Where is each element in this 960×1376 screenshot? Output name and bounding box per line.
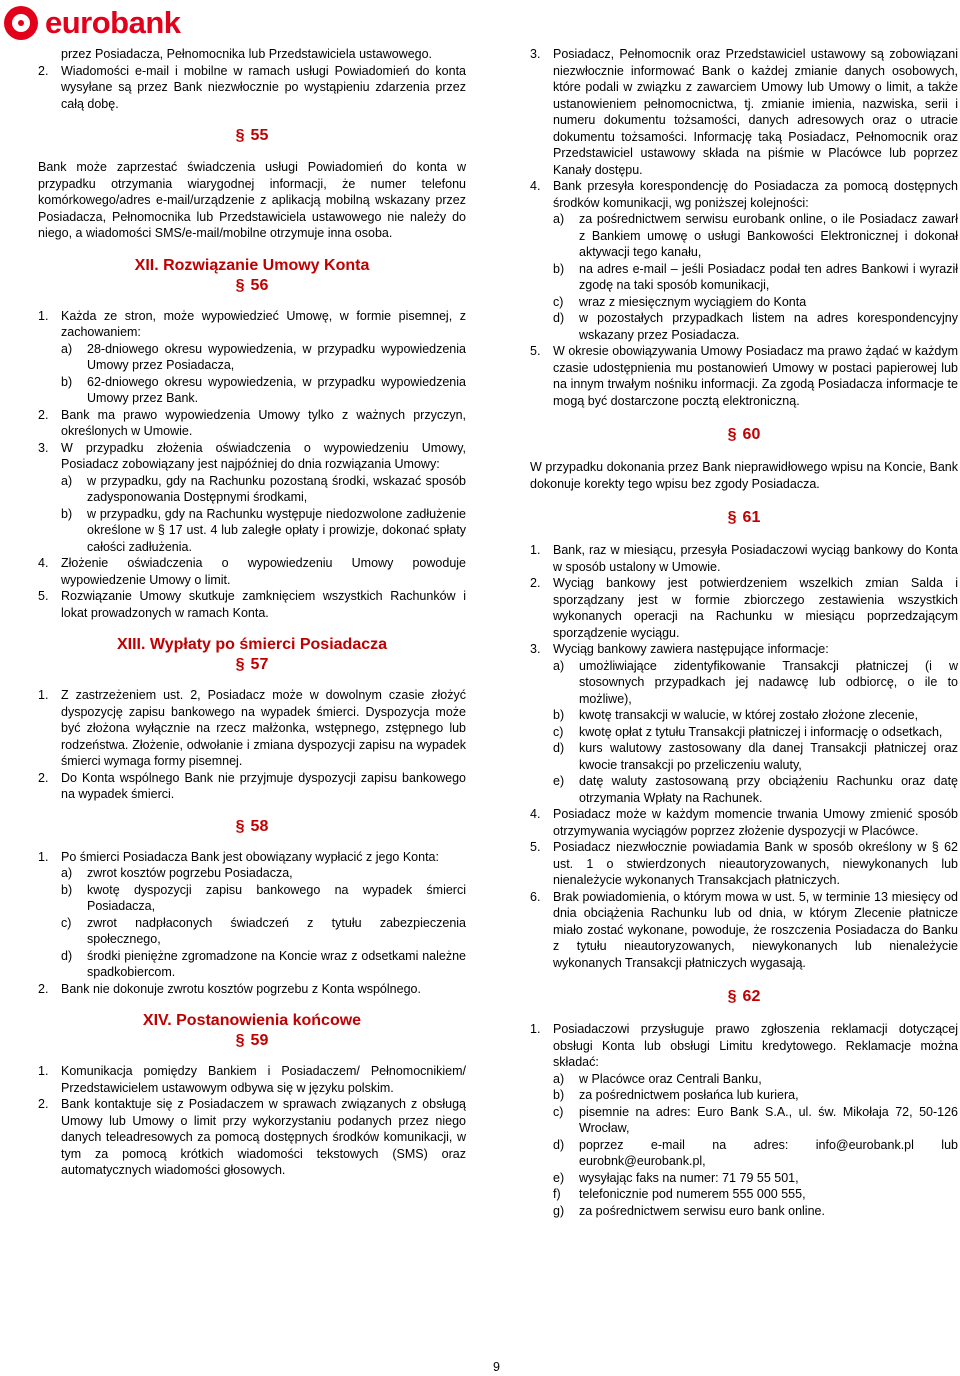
item-number: 1. [38,849,49,864]
item-text: kwotę transakcji w walucie, w której zostało złożone zlecenie, [579,708,919,722]
section-62-list [530,1021,958,1219]
item-text: Posiadacz może w każdym momencie trwania Umowy zmienić sposób otrzymywania wyciągów poprzez złożenie dyspozycji w Placówce. [553,807,958,838]
section-58: § 58 [235,817,269,835]
list-item [530,343,958,409]
item-number: b) [61,882,73,897]
sub-list-item [61,948,466,981]
eurobank-logo [4,4,181,42]
item-number: 1. [530,1022,541,1036]
item-text: pisemnie na adres: Euro Bank S.A., ul. św. Mikołaja 72, 50-126 Wrocław, [579,1104,958,1135]
sub-list-item [553,1203,958,1220]
list-item [38,981,466,998]
item-text: Po śmierci Posiadacza Bank jest obowiązany wypłacić z jego Konta: [61,849,439,864]
item-text: W przypadku złożenia oświadczenia o wypowiedzeniu Umowy, Posiadacz zobowiązany jest najpóźniej do dnia rozwiązania Umowy: [61,440,466,471]
item-text: 62-dniowego okresu wypowiedzenia, w przypadku wypowiedzenia Umowy przez Bank. [87,374,466,405]
item-number: 4. [530,179,541,193]
item-text: Każda ze stron, może wypowiedzieć Umowę, w formie pisemnej, z zachowaniem: [61,308,466,339]
item-text: za pośrednictwem serwisu euro bank online. [579,1203,825,1218]
list-item [38,1063,466,1096]
section-55-text: Bank może zaprzestać świadczenia usługi Powiadomień do konta w przypadku otrzymania wiarygodnej informacji, że numer telefonu komórkowego/adres e-mail/urządzenie z aplikacją mobilną wskazany przez Posiadacza, Pełnomocnika lub Przedstawiciela ustawowego nie należy do niego, a wiadomości SMS/e-mail/mobilne otrzymuje inna osoba. [38,160,466,240]
list-item [38,770,466,803]
section-59: § 59 [235,1032,269,1049]
item-text: Złożenie oświadczenia o wypowiedzeniu Umowy powoduje wypowiedzenie Umowy o limit. [61,556,466,587]
sub-list-item [61,374,466,407]
item-text: w przypadku, gdy na Rachunku występuje niedozwolone zadłużenie określone w § 17 ust. 4 lub zaległe opłaty i prowizje, dokonać spłaty całości zadłużenia. [87,506,466,554]
sub-list-item [553,707,958,724]
item-text: kwotę opłat z tytułu Transakcji płatniczej i informację o odsetkach, [579,724,943,739]
item-number: 2. [38,981,49,996]
item-number: 2. [38,1097,49,1111]
sub-list-item [553,658,958,708]
section-56-list [38,308,466,622]
item-text: kwotę dyspozycji zapisu bankowego na wypadek śmierci Posiadacza, [87,882,466,913]
item-number: d) [553,741,565,755]
item-text: na adres e-mail – jeśli Posiadacz podał ten adres Bankowi i wyraził zgodę na taki sposób komunikacji, [579,261,958,292]
sub-list-item [553,740,958,773]
section-58-list [38,849,466,998]
item-text: datę waluty zastosowaną przy obciążeniu Rachunku oraz datę otrzymania Wpłaty na Rachunek. [579,774,958,805]
item-number: c) [61,915,72,930]
item-number: d) [553,1137,565,1152]
right-top-list [530,46,958,409]
chapter-xiv-heading: XIV. Postanowienia końcowe [142,1012,362,1029]
section-60-text: W przypadku dokonania przez Bank nieprawidłowego wpisu na Koncie, Bank dokonuje korekty tego wpisu bez zgody Posiadacza. [530,460,958,491]
item-text: Posiadacz niezwłocznie powiadamia Bank w sposób określony w § 62 ust. 1 o stwierdzonych nieautoryzowanych, niewykonanych lub nienależycie wykonanych Transakcjach płatniczych. [553,840,958,887]
page-number: 9 [493,1360,500,1374]
sub-list-item [61,865,466,882]
sub-list-item [553,211,958,261]
item-number: 5. [38,589,49,603]
item-number: 2. [38,407,49,422]
item-text: umożliwiające zidentyfikowanie Transakcji płatniczej (i w stosownych przypadkach jej nadawcę lub odbiorcę, o ile to możliwe), [579,658,958,706]
item-number: 3. [530,47,541,61]
list-item [530,641,958,658]
sub-list-item [553,294,958,311]
sub-list-item [553,1170,958,1187]
list-item: 2. Wiadomości e-mail i mobilne w ramach usługi Powiadomień do konta wysyłane są przez Bank niezwłocznie po wystąpieniu zdarzenia przez całą dobę. [38,63,466,111]
item-number: e) [553,774,565,788]
sub-list-item [553,724,958,741]
list-item [38,687,466,770]
item-text: w pozostałych przypadkach listem na adres korespondencyjny wskazany przez Posiadacza. [579,311,958,342]
item-text: 28-dniowego okresu wypowiedzenia, w przypadku wypowiedzenia Umowy przez Posiadacza, [87,341,466,372]
item-number: 5. [530,840,541,854]
item-number: 1. [530,543,541,557]
list-item [530,839,958,889]
item-text: Bank ma prawo wypowiedzenia Umowy tylko z ważnych przyczyn, określonych w Umowie. [61,407,466,438]
item-number: 1. [38,688,49,702]
item-number: a) [61,866,73,880]
item-number: 3. [530,642,541,656]
item-text: wraz z miesięcznym wyciągiem do Konta [579,294,807,309]
section-59-list [38,1063,466,1179]
item-number: c) [553,1104,564,1119]
brand-name: eurobank [45,4,181,40]
item-number: e) [553,1170,565,1185]
item-number: 3. [38,440,49,455]
sub-list-item [553,1087,958,1104]
item-text: Do Konta wspólnego Bank nie przyjmuje dyspozycji zapisu bankowego na wypadek śmierci. [61,770,466,801]
sub-list-item [553,1071,958,1088]
item-number: b) [61,374,73,389]
item-number: 4. [530,807,541,821]
list-item [530,46,958,178]
item-number: d) [553,311,565,325]
item-text: Bank przesyła korespondencję do Posiadacza za pomocą dostępnych środków komunikacji, wg poniższej kolejności: [553,179,958,210]
item-number: b) [553,1088,565,1102]
sub-list-item [553,1186,958,1203]
item-text: w przypadku, gdy na Rachunku pozostaną środki, wskazać sposób zadysponowania Dostępnymi środkami, [87,473,466,504]
item-text: w Placówce oraz Centrali Banku, [579,1071,762,1086]
item-text: zwrot nadpłaconych świadczeń z tytułu zabezpieczenia społecznego, [87,915,466,946]
item-text: Rozwiązanie Umowy skutkuje zamknięciem wszystkich Rachunków i lokat prowadzonych w ramach Konta. [61,589,466,620]
sub-list-item [61,341,466,374]
item-text: poprzez e-mail na adres: info@eurobank.pl lub eurobnk@eurobank.pl, [579,1137,958,1168]
item-number: c) [553,724,564,739]
item-number: a) [553,1071,565,1086]
item-text: Komunikacja pomiędzy Bankiem i Posiadaczem/ Pełnomocnikiem/ Przedstawicielem ustawowym odbywa się w języku polskim. [61,1064,466,1095]
sub-list-item [61,882,466,915]
section-62: § 62 [727,988,761,1005]
sub-list-item [61,915,466,948]
item-number: b) [61,506,73,521]
item-text: za pośrednictwem posłańca lub kuriera, [579,1088,799,1102]
item-number: c) [553,294,564,309]
chapter-xiii-heading: XIII. Wypłaty po śmierci Posiadacza [116,636,388,653]
section-57-list [38,687,466,803]
item-text: kurs walutowy zastosowany dla danej Transakcji płatniczej oraz kwocie transakcji po przeliczeniu waluty, [579,741,958,772]
list-item [530,178,958,211]
list-item [530,806,958,839]
section-56: § 56 [235,276,269,294]
item-number: a) [553,658,565,673]
sub-list-item [553,1137,958,1170]
list-item [38,308,466,341]
item-number: f) [553,1187,561,1201]
item-text: Wyciąg bankowy jest potwierdzeniem wszelkich zmian Salda i sporządzany jest w formie zbiorczego zestawienia wszystkich wykonanych operacji na Rachunku w miesiącu poprzedzającym sporządzenie wyciągu. [553,576,958,640]
item-text: za pośrednictwem serwisu eurobank online, o ile Posiadacz zawarł z Bankiem umowę o usługi Bankowości Elektronicznej i dokonał aktywacji tego kanału, [579,212,958,259]
left-column [38,46,466,1179]
sub-list-item [553,261,958,294]
item-number: a) [553,212,565,226]
item-text: zwrot kosztów pogrzebu Posiadacza, [87,866,293,880]
item-number: 6. [530,889,541,904]
list-item [38,407,466,440]
sub-list-item [61,506,466,556]
item-text: Bank nie dokonuje zwrotu kosztów pogrzebu z Konta wspólnego. [61,981,421,996]
item-number: b) [553,708,565,722]
item-text: telefonicznie pod numerem 555 000 555, [579,1187,806,1201]
item-number: d) [61,948,73,963]
section-57: § 57 [235,656,269,673]
item-number: a) [61,341,73,356]
list-item [530,542,958,575]
item-number: 1. [38,308,49,323]
list-item [38,440,466,473]
item-text: wysyłając faks na numer: 71 79 55 501, [579,1170,799,1185]
list-item [38,555,466,588]
section-60: § 60 [727,426,761,443]
item-number: a) [61,473,73,488]
item-text: Brak powiadomienia, o którym mowa w ust. 5, w terminie 13 miesięcy od dnia obciążenia Rachunku lub od dnia, w którym Zlecenie płatnicze miało zostać wykonane, powoduje, że roszczenia Posiadacza do Banku z tytułu nieautoryzowanych, niewykonanych lub nienależycie wykonanych Transakcji płatniczych wygasają. [553,889,958,970]
item-text: Z zastrzeżeniem ust. 2, Posiadacz może w dowolnym czasie złożyć dyspozycję zapisu bankowego na wypadek śmierci. Dyspozycja może być złożona wyłącznie na rzecz małżonka, wstępnego, zstępnego lub rodzeństwa. Złożenie, odwołanie i zmiana dyspozycji zapisu na wypadek śmierci wymaga formy pisemnej. [61,688,466,768]
item-text: W okresie obowiązywania Umowy Posiadacz ma prawo żądać w każdym czasie udostępnienia mu postanowień Umowy w postaci papierowej lub na innym trwałym nośniku informacji. Za zgodą Posiadacza informacje te mogą być dostarczone pocztą elektroniczną. [553,344,958,408]
item-number: 2. [530,576,541,590]
item-text: Posiadaczowi przysługuje prawo zgłoszenia reklamacji dotyczącej obsługi Konta lub obsługi Limitu kredytowego. Reklamacje można składać: [553,1022,958,1069]
item-number: 5. [530,344,541,358]
right-column [530,46,958,1219]
item-number: b) [553,261,565,276]
item-text: Posiadacz, Pełnomocnik oraz Przedstawiciel ustawowy są zobowiązani niezwłocznie informować Bank o każdej zmianie danych osobowych, które podali w związku z zawarciem Umowy lub Umowy o limit, a także ustanowieniem pełnomocnictwa, tj. zmianie imienia, nazwiska, serii i numeru dokumentu tożsamości, danych adresowych oraz o utracie dokumentu tożsamości. Informację taką Posiadacz, Pełnomocnik oraz Przedstawiciel ustawowy składa na piśmie w Placówce lub poprzez Kanały dostępu. [553,47,958,177]
section-61: § 61 [727,509,761,526]
list-item [38,588,466,621]
item-number: g) [553,1203,565,1218]
item-number: 4. [38,556,49,570]
item-text: środki pieniężne zgromadzone na Koncie wraz z odsetkami należne spadkobiercom. [87,948,466,979]
sub-list-item [553,1104,958,1137]
eurobank-logo-icon [4,6,38,40]
item-number: 1. [38,1064,49,1078]
section-55: § 55 [235,127,269,144]
list-item [530,575,958,641]
list-item [530,889,958,972]
item-text: Bank, raz w miesiącu, przesyła Posiadaczowi wyciąg bankowy do Konta w sposób ustalony w Umowie. [553,543,958,574]
sub-list-item [553,773,958,806]
item-text: Wyciąg bankowy zawiera następujące informacje: [553,642,829,656]
list-item [38,1096,466,1179]
item-number: 2. [38,770,49,785]
intro-tail: przez Posiadacza, Pełnomocnika lub Przedstawiciela ustawowego. [61,47,433,61]
list-item [38,849,466,866]
item-text: Bank kontaktuje się z Posiadaczem w sprawach związanych z obsługą Umowy lub Umowy o limit przy wykorzystaniu podanych przez niego danych teleadresowych za pomocą dostępnych środków komunikacji, w tym za pomocą krótkich wiadomości tekstowych (SMS) oraz automatycznych wiadomości głosowych. [61,1097,466,1177]
sub-list-item [553,310,958,343]
list-item [530,1021,958,1071]
sub-list-item [61,473,466,506]
section-61-list [530,542,958,971]
chapter-xii-heading: XII. Rozwiązanie Umowy Konta [134,256,370,274]
